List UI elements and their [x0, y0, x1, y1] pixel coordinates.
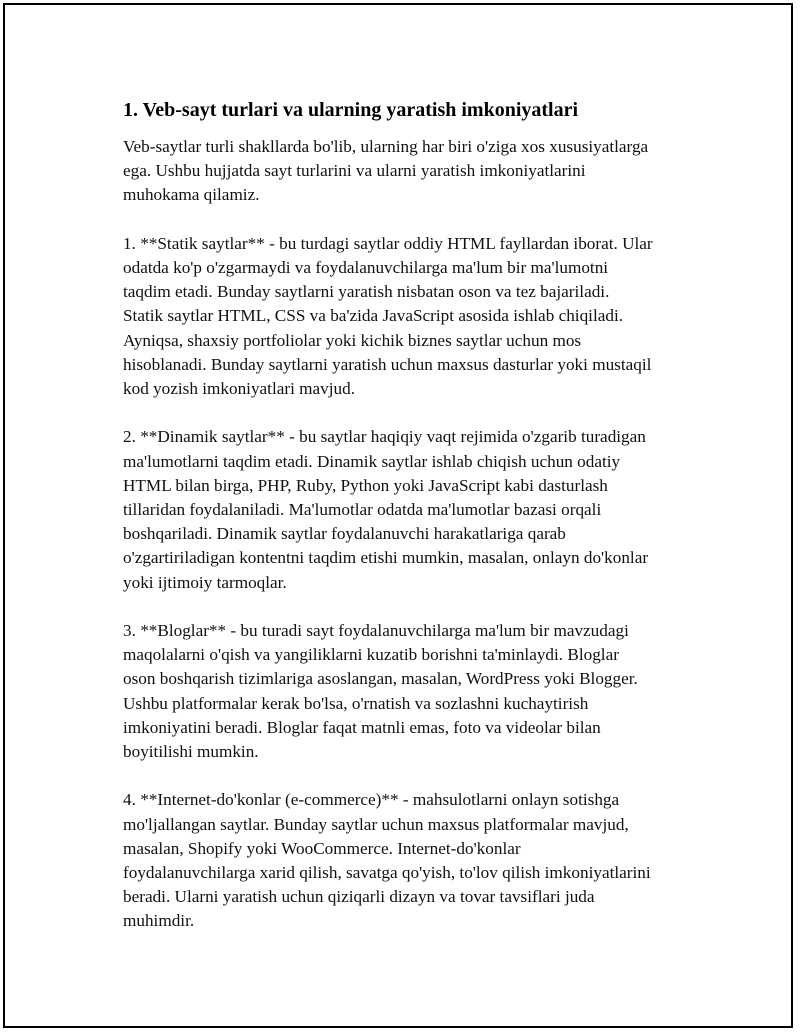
text-line: taqdim etadi. Bunday saytlarni yaratish nisbatan oson va tez bajariladi.	[123, 282, 610, 302]
text-line: odatda ko'p o'zgarmaydi va foydalanuvchilarga ma'lum bir ma'lumotni	[123, 258, 609, 277]
text-line: beradi. Ularni yaratish uchun qiziqarli dizayn va tovar tavsiflari juda	[123, 887, 595, 907]
text-line: mo'ljallangan saytlar. Bunday saytlar uchun maxsus platformalar mavjud,	[123, 814, 629, 834]
text-line: boyitilishi mumkin.	[123, 742, 259, 762]
blogs-paragraph	[123, 619, 698, 764]
text-line: kod yozish imkoniyatlari mavjud.	[123, 379, 355, 399]
text-line: masalan, Shopify yoki WooCommerce. Internet-do'konlar	[123, 838, 521, 858]
text-line: Statik saytlar HTML, CSS va ba'zida JavaScript asosida ishlab chiqiladi.	[123, 306, 624, 326]
text-line: Ushbu platformalar kerak bo'lsa, o'rnatish va sozlashni kuchaytirish	[123, 693, 589, 713]
text-line: muhokama qilamiz.	[123, 185, 260, 205]
text-line: yoki ijtimoiy tarmoqlar.	[123, 572, 287, 592]
text-line: oson boshqarish tizimlariga asoslangan, masalan, WordPress yoki Blogger.	[123, 669, 638, 689]
text-line: o'zgartiriladigan kontentni taqdim etishi mumkin, masalan, onlayn do'konlar	[123, 548, 649, 568]
text-line: ma'lumotlarni taqdim etadi. Dinamik saytlar ishlab chiqish uchun odatiy	[123, 451, 621, 471]
text-line: ega. Ushbu hujjatda sayt turlarini va ularni yaratish imkoniyatlarini	[123, 161, 586, 181]
text-line: imkoniyatini beradi. Bloglar faqat matnli emas, foto va videolar bilan	[123, 717, 601, 737]
static-sites-paragraph	[123, 232, 698, 401]
text-line: 1. **Statik saytlar** - bu turdagi saytlar oddiy HTML fayllardan iborat. Ular	[123, 233, 653, 253]
text-line: foydalanuvchilarga xarid qilish, savatga qo'yish, to'lov qilish imkoniyatlarini	[123, 863, 651, 883]
text-line: Ayniqsa, shaxsiy portfoliolar yoki kichik biznes saytlar uchun mos	[123, 330, 582, 350]
text-line: boshqariladi. Dinamik saytlar foydalanuvchi harakatlariga qarab	[123, 524, 566, 544]
text-line: 4. **Internet-do'konlar (e-commerce)** - mahsulotlarni onlayn sotishga	[123, 790, 620, 810]
document-title: 1. Veb-sayt turlari va ularning yaratish imkoniyatlari	[123, 99, 579, 121]
text-line: 3. **Bloglar** - bu turadi sayt foydalanuvchilarga ma'lum bir mavzudagi	[123, 621, 629, 641]
text-line: Veb-saytlar turli shakllarda bo'lib, ularning har biri o'ziga xos xususiyatlarga	[123, 137, 649, 156]
text-line: 2. **Dinamik saytlar** - bu saytlar haqiqiy vaqt rejimida o'zgarib turadigan	[123, 427, 646, 447]
dynamic-sites-paragraph	[123, 425, 698, 594]
ecommerce-paragraph	[123, 788, 698, 933]
text-line: HTML bilan birga, PHP, Ruby, Python yoki JavaScript kabi dasturlash	[123, 475, 608, 495]
page-frame	[3, 3, 793, 1028]
text-line: maqolalarni o'qish va yangiliklarni kuzatib borishni ta'minlaydi. Bloglar	[123, 645, 619, 665]
document-body	[123, 97, 698, 958]
text-line: tillaridan foydalaniladi. Ma'lumotlar odatda ma'lumotlar bazasi orqali	[123, 500, 602, 520]
text-line: hisoblanadi. Bunday saytlarni yaratish uchun maxsus dasturlar yoki mustaqil	[123, 354, 652, 374]
intro-paragraph	[123, 135, 698, 208]
text-line: muhimdir.	[123, 911, 195, 931]
